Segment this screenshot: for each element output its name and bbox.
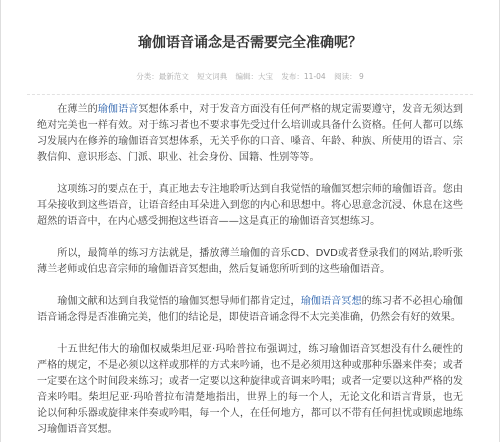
meta-editor: 编辑：大宝 <box>235 72 274 81</box>
keyword-link-yoga-voice-meditation[interactable]: 瑜伽语音冥想 <box>300 296 362 307</box>
meta-category[interactable]: 分类：最新范文 <box>136 72 189 81</box>
meta-views: 阅读： 9 <box>334 72 364 81</box>
paragraph-1 <box>37 102 463 166</box>
paragraph-4-after: 的练习者不必担心瑜伽语音诵念得是否准确完美，他们的结论是，即使语音诵念得不太完美准确，仍然会有好的效果。 <box>37 296 464 323</box>
paragraph-1-before: 在薄兰的 <box>57 104 98 115</box>
article-body <box>37 102 463 438</box>
meta-source[interactable]: 短文词典 <box>197 72 228 81</box>
article-meta <box>1 70 499 84</box>
paragraph-4 <box>37 294 463 326</box>
article-title: 瑜伽语音诵念是否需要完全准确呢？ <box>138 35 362 51</box>
paragraph-4-before: 瑜伽文献和达到自我觉悟的瑜伽冥想导师们都肯定过， <box>57 296 301 307</box>
meta-divider <box>27 94 473 95</box>
keyword-link-yoga-voice[interactable]: 瑜伽语音 <box>97 104 139 115</box>
paragraph-3: 所以，最简单的练习方法就是，播放薄兰瑜伽的音乐CD、DVD或者登录我们的网站,聆听张薄兰老师或伯忠音宗师的瑜伽语音冥想曲，然后复诵您所听到的这些瑜伽语音。 <box>37 248 463 275</box>
paragraph-2: 这项练习的要点在于，真正地去专注地聆听达到自我觉悟的瑜伽冥想宗师的瑜伽语音。您由耳朵接收到这些语音，让语音经由耳朵进入到您的内心和思想中。将心思意念沉浸、休息在这些超然的语音中，在内心感受拥抱这些语音——这是真正的瑜伽语音冥想练习。 <box>37 184 463 227</box>
paragraph-5: 十五世纪伟大的瑜伽权威柴坦尼亚·玛哈普拉布强调过，练习瑜伽语音冥想没有什么硬性的严格的规定，不是必须以这样或那样的方式来吟诵，也不是必须用这种或那种乐器来伴奏；或者一定要在这个时间段来练习；或者一定要以这种旋律或音调来吟唱；或者一定要以这种严格的发音来吟唱。柴坦尼亚·玛哈普拉布清楚地指出，世界上的每一个人，无论文化和语言背景，也无论以何种乐器或旋律来伴奏或吟唱，每一个人，在任何地方，都可以不带有任何担忧或顾虑地练习瑜伽语音冥想。 <box>37 344 463 435</box>
meta-date: 发布：11-04 <box>281 72 326 81</box>
paragraph-1-after: 冥想体系中，对于发音方面没有任何严格的规定需要遵守，发音无须达到绝对完美也一样有效。对于练习者也不要求事先受过什么培训或具备什么资格。任何人都可以练习发展内在修养的瑜伽语音冥想体系，无关乎你的口音、嗓音、年龄、种族、所使用的语言、宗教信仰、意识形态、门派、职业、社会身份、国籍、性别等等。 <box>37 104 464 163</box>
